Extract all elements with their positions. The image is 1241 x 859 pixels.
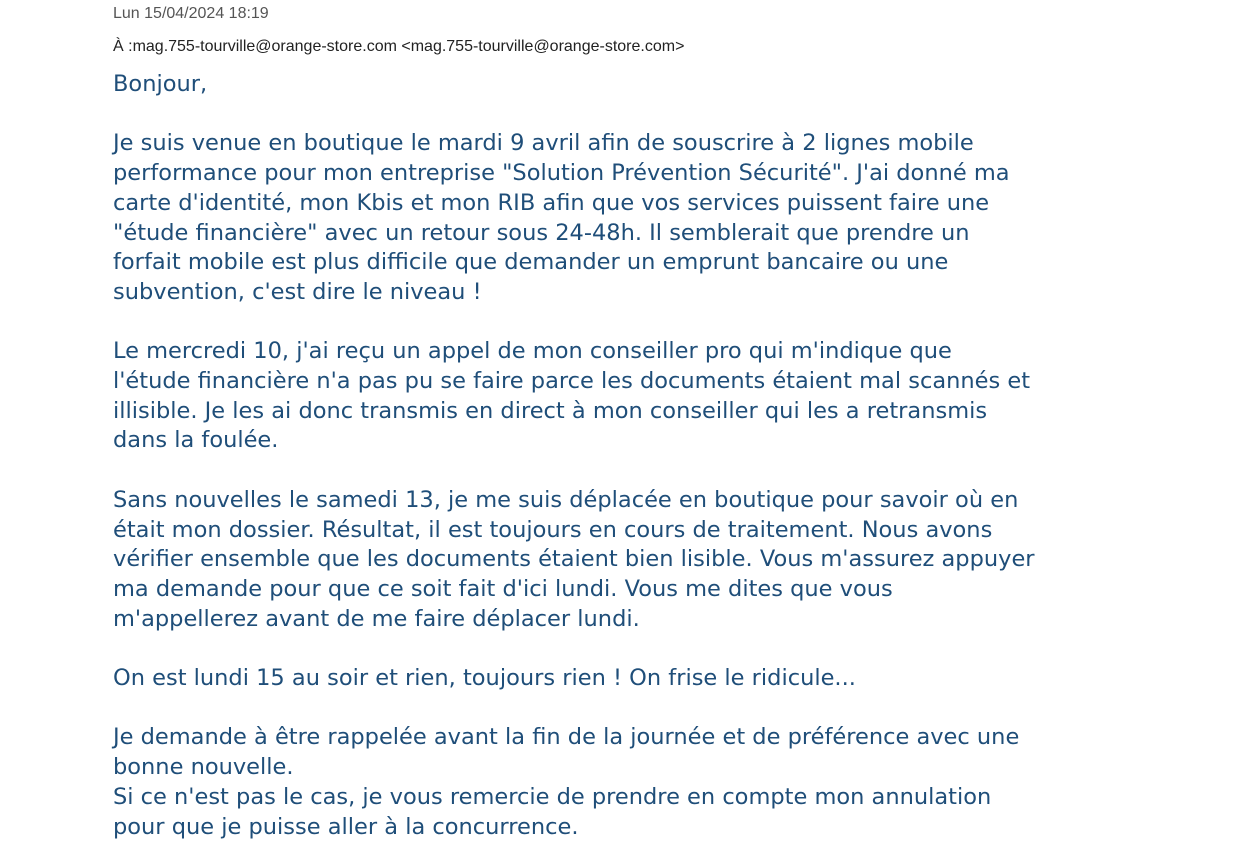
paragraph-gap	[113, 634, 1223, 664]
body-line: On est lundi 15 au soir et rien, toujours rien ! On frise le ridicule...	[113, 665, 856, 691]
body-line: "étude financière" avec un retour sous 24-48h. Il semblerait que prendre un	[113, 219, 970, 246]
body-line: vérifier ensemble que les documents étaient bien lisible. Vous m'assurez appuyer	[113, 546, 1035, 573]
email-recipient-line	[113, 38, 684, 56]
paragraph-gap	[113, 308, 1223, 338]
body-line: était mon dossier. Résultat, il est toujours en cours de traitement. Nous avons	[113, 516, 993, 543]
email-body	[113, 70, 1223, 842]
body-line: pour que je puisse aller à la concurrence.	[113, 813, 579, 840]
recipient-label: À :	[113, 38, 133, 55]
body-line: l'étude financière n'a pas pu se faire parce les documents étaient mal scannés et	[113, 368, 1031, 394]
body-line: forfait mobile est plus difficile que demander un emprunt bancaire ou une	[113, 249, 949, 276]
body-line: subvention, c'est dire le niveau !	[113, 278, 482, 305]
greeting: Bonjour,	[113, 71, 208, 97]
body-line: illisible. Je les ai donc transmis en direct à mon conseiller qui les a retransmis	[113, 397, 988, 424]
body-line: performance pour mon entreprise "Solution Prévention Sécurité". J'ai donné ma	[113, 160, 1010, 187]
recipient-address[interactable]: mag.755-tourville@orange-store.com <mag.755-tourville@orange-store.com>	[132, 38, 685, 55]
body-line: Le mercredi 10, j'ai reçu un appel de mon conseiller pro qui m'indique que	[113, 338, 952, 365]
email-date: Lun 15/04/2024 18:19	[113, 5, 269, 22]
paragraph-gap	[113, 694, 1223, 724]
body-line: bonne nouvelle.	[113, 754, 294, 781]
body-line: carte d'identité, mon Kbis et mon RIB afin que vos services puissent faire une	[113, 189, 990, 216]
body-line: m'appellerez avant de me faire déplacer lundi.	[113, 605, 640, 632]
body-line: Je suis venue en boutique le mardi 9 avril afin de souscrire à 2 lignes mobile	[113, 130, 974, 157]
body-line: Si ce n'est pas le cas, je vous remercie de prendre en compte mon annulation	[113, 783, 992, 810]
body-line: Sans nouvelles le samedi 13, je me suis déplacée en boutique pour savoir où en	[113, 486, 1019, 513]
body-line: Je demande à être rappelée avant la fin de la journée et de préférence avec une	[113, 724, 1020, 751]
body-line: dans la foulée.	[113, 427, 279, 454]
body-line: ma demande pour que ce soit fait d'ici lundi. Vous me dites que vous	[113, 575, 893, 602]
paragraph-gap	[113, 456, 1223, 486]
paragraph-gap	[113, 100, 1223, 130]
